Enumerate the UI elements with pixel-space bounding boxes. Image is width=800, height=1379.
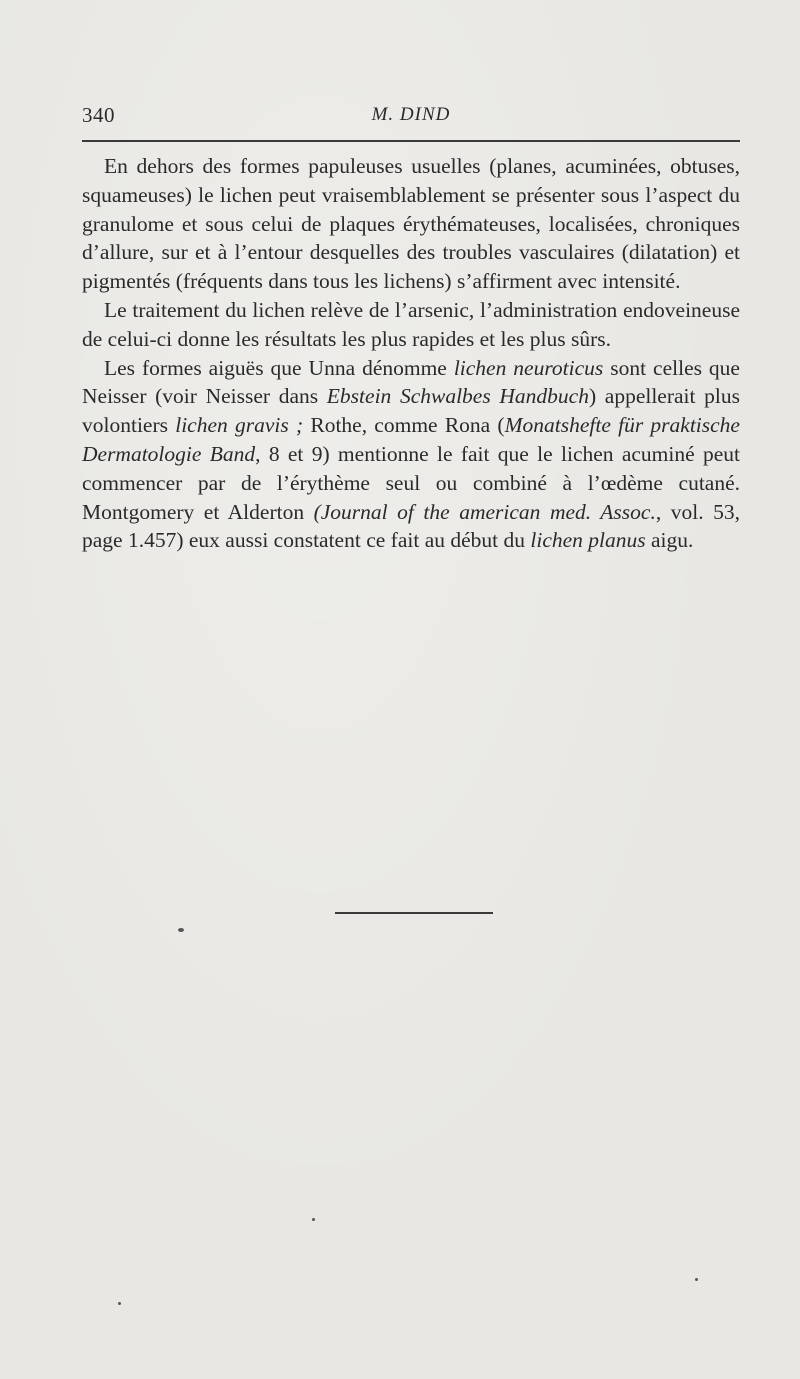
italic-text-segment: lichen neuroticus <box>453 355 604 380</box>
text-segment: Rothe, comme Rona ( <box>303 413 505 438</box>
running-title: M. DIND <box>371 104 451 125</box>
ink-speck <box>695 1278 698 1281</box>
italic-text-segment: (Journal of the american med. Assoc. <box>313 499 656 524</box>
running-head <box>82 103 740 133</box>
text-segment: aigu. <box>645 528 694 553</box>
paragraph <box>82 354 740 556</box>
text-segment: , vol. 53, page 1.457) eux aussi constatent ce fait au début du <box>82 499 740 553</box>
italic-text-segment: lichen planus <box>530 528 646 553</box>
paragraph <box>82 152 740 296</box>
italic-text-segment: Monatshefte für praktische Dermatologie Band <box>82 413 740 466</box>
text-segment: Le traitement du lichen relève de l’arsenic, l’administration endoveineuse de celui-ci donne les résultats les plus rapides et les plus sûrs. <box>82 297 740 351</box>
ink-speck <box>312 1218 315 1221</box>
paragraph <box>82 296 740 354</box>
ink-speck <box>178 928 184 932</box>
italic-text-segment: lichen gravis ; <box>175 413 304 438</box>
ink-speck <box>118 1302 121 1305</box>
italic-text-segment: Ebstein Schwalbes Handbuch <box>326 384 589 409</box>
text-segment: , 8 et 9) mentionne le fait que le lichen acuminé peut commencer par de l’érythème seul ou combiné à l’œdème cutané. Montgomery et Alderton <box>82 441 740 524</box>
page-number: 340 <box>82 103 115 127</box>
end-of-section-rule <box>335 912 493 914</box>
text-segment: sont celles que Neisser (voir Neisser dans <box>82 355 740 409</box>
body-text <box>82 152 740 555</box>
text-segment: En dehors des formes papuleuses usuelles (planes, acuminées, obtuses, squameuses) le lichen peut vraisemblablement se présenter sous l’aspect du granulome et sous celui de plaques érythémateuses, localisées, chroniques d’allure, sur et à l’entour desquelles des troubles vasculaires (dilatation) et pigmentés (fréquents dans tous les lichens) s’affirment avec intensité. <box>82 154 740 294</box>
header-rule <box>82 140 740 142</box>
text-segment: Les formes aiguës que Unna dénomme <box>104 355 454 380</box>
text-segment: ) appellerait plus volontiers <box>82 384 740 438</box>
